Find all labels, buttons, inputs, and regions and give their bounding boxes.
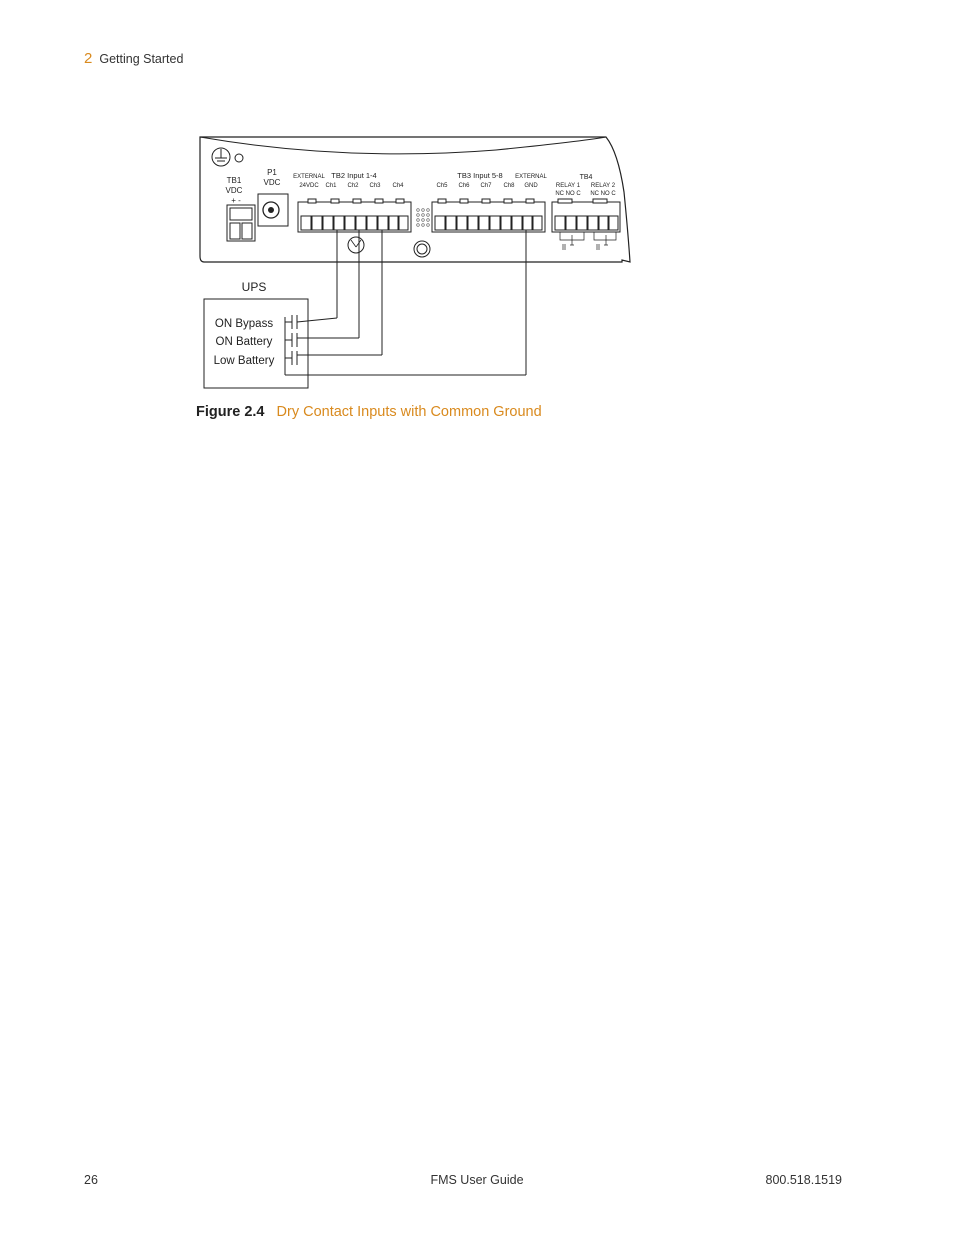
external-gnd-label-bottom: GND [524, 183, 538, 189]
relay2-pins-label: NC NO C [590, 191, 616, 197]
tb2-label: TB2 Input 1-4 [331, 171, 377, 180]
external-24vdc-label-top: EXTERNAL [293, 174, 325, 180]
tb2-terminal-block [298, 199, 411, 232]
low-battery-label: Low Battery [213, 355, 275, 367]
tb4-label: TB4 [579, 174, 593, 181]
chapter-title: Getting Started [99, 52, 184, 66]
on-battery-label: ON Battery [215, 336, 273, 348]
ch6-label: Ch6 [458, 183, 470, 189]
figure-caption [196, 404, 542, 420]
mount-hole [414, 241, 430, 257]
tb1-connector [227, 205, 255, 241]
screw-hole [348, 237, 364, 253]
chapter-number: 2 [84, 50, 93, 67]
ch8-label: Ch8 [503, 183, 515, 189]
tb1-vdc-label: VDC [225, 186, 243, 195]
footer-doc-title: FMS User Guide [430, 1173, 524, 1187]
p1-jack [258, 194, 288, 226]
figure-label: Figure 2.4 [196, 404, 265, 420]
external-gnd-label-top: EXTERNAL [515, 174, 547, 180]
ups-label: UPS [241, 280, 267, 294]
figure-title: Dry Contact Inputs with Common Ground [276, 404, 542, 420]
page-number: 26 [84, 1173, 98, 1187]
tb1-label: TB1 [226, 176, 242, 185]
tb1-polarity-label: + - [231, 196, 241, 205]
tb3-label: TB3 Input 5-8 [457, 171, 503, 180]
ch7-label: Ch7 [480, 183, 492, 189]
ch4-label: Ch4 [392, 183, 404, 189]
p1-vdc-label: VDC [263, 178, 281, 187]
p1-label: P1 [267, 168, 277, 177]
page-header [84, 50, 183, 67]
external-24vdc-label-bottom: 24VDC [299, 183, 319, 189]
ch2-label: Ch2 [347, 183, 359, 189]
wiring-diagram [196, 132, 636, 392]
ch3-label: Ch3 [369, 183, 381, 189]
relay1-pins-label: NC NO C [555, 191, 581, 197]
relay1-label: RELAY 1 [555, 183, 581, 189]
on-bypass-label: ON Bypass [214, 318, 274, 330]
footer-phone: 800.518.1519 [765, 1173, 842, 1187]
ch5-label: Ch5 [436, 183, 448, 189]
tb3-terminal-block [432, 199, 545, 232]
relay2-label: RELAY 2 [590, 183, 616, 189]
ch1-label: Ch1 [325, 183, 337, 189]
